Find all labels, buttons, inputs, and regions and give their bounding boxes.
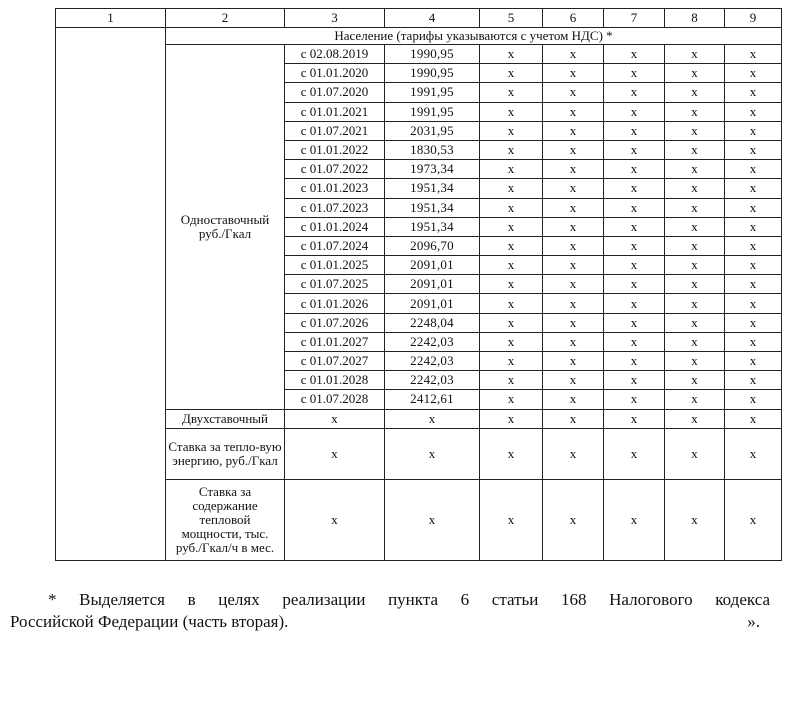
not-applicable-mark: х xyxy=(725,83,782,102)
single-rate-label-cell xyxy=(166,45,285,410)
not-applicable-mark: х xyxy=(480,45,543,64)
tariff-value: 2248,04 xyxy=(385,313,480,332)
column-number: 6 xyxy=(543,9,604,28)
tariff-value: 2242,03 xyxy=(385,371,480,390)
not-applicable-mark: х xyxy=(480,179,543,198)
period-date: с 01.01.2026 xyxy=(285,294,385,313)
not-applicable-mark: х xyxy=(480,217,543,236)
tariff-value: 2412,61 xyxy=(385,390,480,409)
not-applicable-mark: х xyxy=(604,45,665,64)
not-applicable-mark: х xyxy=(543,160,604,179)
not-applicable-mark: х xyxy=(665,160,725,179)
not-applicable-mark: х xyxy=(480,198,543,217)
footnote-line-1: * Выделяется в целях реализации пункта 6 статьи 168 Налогового кодекса xyxy=(48,590,770,609)
not-applicable-mark: х xyxy=(604,371,665,390)
period-date: с 01.01.2022 xyxy=(285,140,385,159)
not-applicable-mark: х xyxy=(543,121,604,140)
not-applicable-mark: х xyxy=(725,409,782,428)
period-date: с 01.07.2023 xyxy=(285,198,385,217)
period-date: с 01.01.2027 xyxy=(285,332,385,351)
not-applicable-mark: х xyxy=(604,198,665,217)
tariff-value: 1991,95 xyxy=(385,102,480,121)
not-applicable-mark: х xyxy=(480,390,543,409)
not-applicable-mark: х xyxy=(725,236,782,255)
single-rate-label: Одноставочный xyxy=(180,211,270,227)
not-applicable-mark: х xyxy=(725,352,782,371)
not-applicable-mark: х xyxy=(604,332,665,351)
not-applicable-mark: х xyxy=(665,352,725,371)
not-applicable-mark: х xyxy=(725,64,782,83)
period-date: с 02.08.2019 xyxy=(285,45,385,64)
not-applicable-mark: х xyxy=(480,479,543,560)
tariff-value: 1951,34 xyxy=(385,179,480,198)
not-applicable-mark: х xyxy=(480,236,543,255)
not-applicable-mark: х xyxy=(725,294,782,313)
column-number: 7 xyxy=(604,9,665,28)
not-applicable-mark: х xyxy=(543,352,604,371)
not-applicable-mark: х xyxy=(725,160,782,179)
not-applicable-mark: х xyxy=(480,294,543,313)
not-applicable-mark: х xyxy=(543,390,604,409)
not-applicable-mark: х xyxy=(604,160,665,179)
period-date: с 01.07.2020 xyxy=(285,83,385,102)
column-number: 9 xyxy=(725,9,782,28)
tariff-value: 1830,53 xyxy=(385,140,480,159)
not-applicable-mark: х xyxy=(665,479,725,560)
not-applicable-mark: х xyxy=(480,102,543,121)
not-applicable-mark: х xyxy=(665,236,725,255)
not-applicable-mark: х xyxy=(543,140,604,159)
not-applicable-mark: х xyxy=(725,275,782,294)
not-applicable-mark: х xyxy=(665,409,725,428)
not-applicable-mark: х xyxy=(543,83,604,102)
not-applicable-mark: х xyxy=(480,140,543,159)
not-applicable-mark: х xyxy=(543,371,604,390)
column-number: 1 xyxy=(56,9,166,28)
not-applicable-mark: х xyxy=(604,390,665,409)
column-number: 3 xyxy=(285,9,385,28)
not-applicable-mark: х xyxy=(604,121,665,140)
not-applicable-mark: х xyxy=(665,390,725,409)
not-applicable-mark: х xyxy=(543,179,604,198)
period-date: с 01.07.2025 xyxy=(285,275,385,294)
not-applicable-mark: х xyxy=(725,102,782,121)
not-applicable-mark: х xyxy=(725,217,782,236)
period-date: с 01.01.2028 xyxy=(285,371,385,390)
two-rate-label: Двухставочный xyxy=(166,409,285,428)
not-applicable-mark: х xyxy=(285,409,385,428)
period-date: с 01.07.2028 xyxy=(285,390,385,409)
not-applicable-mark: х xyxy=(543,275,604,294)
not-applicable-mark: х xyxy=(604,275,665,294)
not-applicable-mark: х xyxy=(285,428,385,479)
not-applicable-mark: х xyxy=(543,294,604,313)
single-rate-unit: руб./Гкал xyxy=(198,225,252,241)
not-applicable-mark: х xyxy=(543,409,604,428)
tariff-value: 1973,34 xyxy=(385,160,480,179)
not-applicable-mark: х xyxy=(604,294,665,313)
not-applicable-mark: х xyxy=(480,313,543,332)
tariff-value: 1990,95 xyxy=(385,64,480,83)
not-applicable-mark: х xyxy=(665,371,725,390)
period-date: с 01.01.2024 xyxy=(285,217,385,236)
period-date: с 01.01.2021 xyxy=(285,102,385,121)
not-applicable-mark: х xyxy=(480,428,543,479)
not-applicable-mark: х xyxy=(480,160,543,179)
not-applicable-mark: х xyxy=(725,313,782,332)
tariff-value: 2031,95 xyxy=(385,121,480,140)
not-applicable-mark: х xyxy=(480,275,543,294)
not-applicable-mark: х xyxy=(725,479,782,560)
not-applicable-mark: х xyxy=(543,64,604,83)
not-applicable-mark: х xyxy=(480,64,543,83)
not-applicable-mark: х xyxy=(725,121,782,140)
not-applicable-mark: х xyxy=(604,428,665,479)
not-applicable-mark: х xyxy=(725,332,782,351)
not-applicable-mark: х xyxy=(665,313,725,332)
tariff-value: 2091,01 xyxy=(385,275,480,294)
not-applicable-mark: х xyxy=(385,428,480,479)
not-applicable-mark: х xyxy=(543,45,604,64)
not-applicable-mark: х xyxy=(665,83,725,102)
not-applicable-mark: х xyxy=(725,140,782,159)
not-applicable-mark: х xyxy=(604,479,665,560)
not-applicable-mark: х xyxy=(480,332,543,351)
period-date: с 01.01.2023 xyxy=(285,179,385,198)
not-applicable-mark: х xyxy=(385,409,480,428)
not-applicable-mark: х xyxy=(725,198,782,217)
footnote-line-2-wrap xyxy=(10,611,770,633)
not-applicable-mark: х xyxy=(665,45,725,64)
not-applicable-mark: х xyxy=(604,256,665,275)
closing-quote: ». xyxy=(747,612,760,631)
period-date: с 01.01.2025 xyxy=(285,256,385,275)
tariff-value: 2091,01 xyxy=(385,256,480,275)
not-applicable-mark: х xyxy=(604,102,665,121)
period-date: с 01.07.2022 xyxy=(285,160,385,179)
tariff-value: 1991,95 xyxy=(385,83,480,102)
not-applicable-mark: х xyxy=(665,102,725,121)
not-applicable-mark: х xyxy=(725,45,782,64)
not-applicable-mark: х xyxy=(725,179,782,198)
not-applicable-mark: х xyxy=(604,179,665,198)
not-applicable-mark: х xyxy=(604,83,665,102)
column-number: 5 xyxy=(480,9,543,28)
not-applicable-mark: х xyxy=(543,102,604,121)
tariff-value: 1951,34 xyxy=(385,198,480,217)
not-applicable-mark: х xyxy=(480,83,543,102)
tariff-value: 1951,34 xyxy=(385,217,480,236)
tariff-value: 2242,03 xyxy=(385,332,480,351)
tariff-value: 2091,01 xyxy=(385,294,480,313)
not-applicable-mark: х xyxy=(480,352,543,371)
footnote xyxy=(10,589,770,633)
heat-energy-label: Ставка за тепло-вую энергию, руб./Гкал xyxy=(166,428,285,479)
tariff-value: 2096,70 xyxy=(385,236,480,255)
not-applicable-mark: х xyxy=(480,371,543,390)
not-applicable-mark: х xyxy=(725,390,782,409)
not-applicable-mark: х xyxy=(385,479,480,560)
tariff-value: 1990,95 xyxy=(385,45,480,64)
not-applicable-mark: х xyxy=(604,313,665,332)
not-applicable-mark: х xyxy=(665,140,725,159)
not-applicable-mark: х xyxy=(604,217,665,236)
not-applicable-mark: х xyxy=(604,409,665,428)
not-applicable-mark: х xyxy=(543,479,604,560)
tariff-value: 2242,03 xyxy=(385,352,480,371)
tariff-table xyxy=(55,8,782,561)
column-number: 8 xyxy=(665,9,725,28)
not-applicable-mark: х xyxy=(604,64,665,83)
not-applicable-mark: х xyxy=(543,198,604,217)
not-applicable-mark: х xyxy=(665,275,725,294)
not-applicable-mark: х xyxy=(665,121,725,140)
empty-first-column xyxy=(56,28,166,561)
not-applicable-mark: х xyxy=(543,313,604,332)
not-applicable-mark: х xyxy=(665,294,725,313)
not-applicable-mark: х xyxy=(604,236,665,255)
period-date: с 01.01.2020 xyxy=(285,64,385,83)
not-applicable-mark: х xyxy=(543,236,604,255)
not-applicable-mark: х xyxy=(543,332,604,351)
not-applicable-mark: х xyxy=(480,256,543,275)
section-title-row xyxy=(56,28,782,45)
not-applicable-mark: х xyxy=(665,217,725,236)
heat-power-label: Ставка за содержание тепловой мощности, тыс. руб./Гкал/ч в мес. xyxy=(166,479,285,560)
period-date: с 01.07.2021 xyxy=(285,121,385,140)
not-applicable-mark: х xyxy=(543,217,604,236)
not-applicable-mark: х xyxy=(665,179,725,198)
footnote-line-2: Российской Федерации (часть вторая). xyxy=(10,612,289,631)
period-date: с 01.07.2026 xyxy=(285,313,385,332)
not-applicable-mark: х xyxy=(665,64,725,83)
not-applicable-mark: х xyxy=(543,428,604,479)
not-applicable-mark: х xyxy=(725,371,782,390)
section-title: Население (тарифы указываются с учетом НДС) * xyxy=(166,28,782,45)
period-date: с 01.07.2024 xyxy=(285,236,385,255)
period-date: с 01.07.2027 xyxy=(285,352,385,371)
not-applicable-mark: х xyxy=(665,256,725,275)
not-applicable-mark: х xyxy=(543,256,604,275)
column-number-row xyxy=(56,9,782,28)
not-applicable-mark: х xyxy=(604,352,665,371)
not-applicable-mark: х xyxy=(725,428,782,479)
not-applicable-mark: х xyxy=(480,409,543,428)
not-applicable-mark: х xyxy=(480,121,543,140)
not-applicable-mark: х xyxy=(665,428,725,479)
not-applicable-mark: х xyxy=(665,198,725,217)
column-number: 2 xyxy=(166,9,285,28)
not-applicable-mark: х xyxy=(665,332,725,351)
not-applicable-mark: х xyxy=(604,140,665,159)
not-applicable-mark: х xyxy=(285,479,385,560)
column-number: 4 xyxy=(385,9,480,28)
not-applicable-mark: х xyxy=(725,256,782,275)
